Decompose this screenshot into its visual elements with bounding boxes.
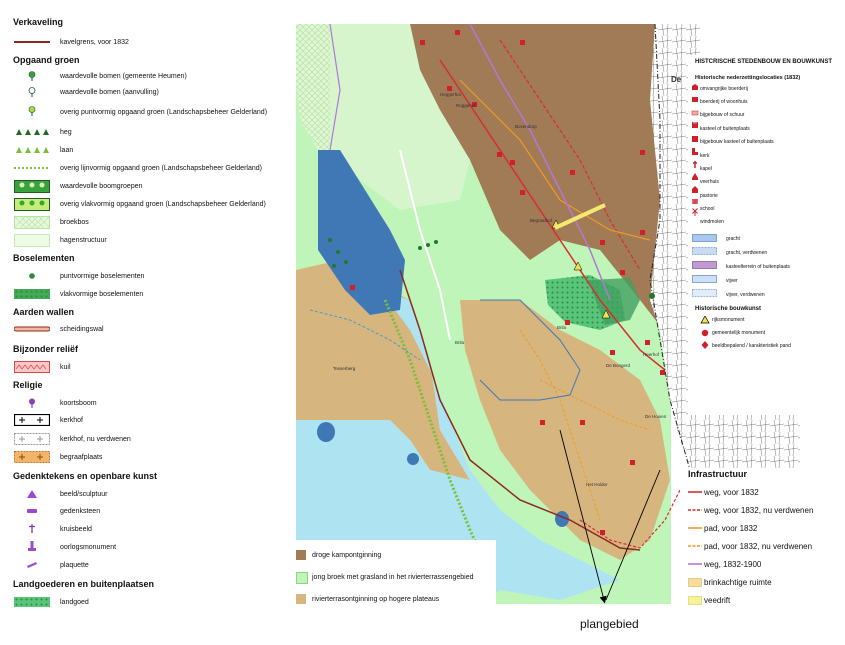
farmhouse-icon: [692, 97, 698, 102]
legend-item: weg, voor 1832: [704, 488, 759, 497]
legend-heading: Aarden wallen: [13, 307, 75, 317]
vlakvormig-groen-swatch: [14, 198, 50, 211]
plangebied-label: plangebied: [580, 617, 639, 631]
castle-annex-icon: [692, 136, 698, 142]
ferry-house-icon: [692, 173, 698, 180]
map-pond-1: [317, 422, 335, 442]
gedenksteen-icon: [14, 506, 50, 516]
legend-item: waardevolle bomen (gemeente Heumen): [60, 73, 187, 80]
tree-light-icon: [14, 106, 50, 116]
legend-item: hagenstructuur: [60, 237, 107, 244]
legend-building-title: Historische bouwkunst: [695, 306, 762, 312]
kerkhof-swatch: [14, 414, 50, 426]
legend-heading: Bijzonder reliëf: [13, 344, 79, 354]
map-street-label: Heggerhoi: [440, 92, 461, 97]
laan-swatch: [14, 145, 50, 155]
legend-item: gedenksteen: [60, 508, 101, 515]
boomgroepen-swatch: [14, 180, 50, 193]
swatch-droge-kampontginning: [296, 550, 306, 560]
legend-item: beeldbepalend / karakteristiek pand: [712, 343, 791, 349]
legend-item: rivierterrasontginning op hogere plateaus: [312, 596, 440, 603]
gemeentelijk-monument-icon: [702, 330, 708, 336]
legend-heading: Landgoederen en buitenplaatsen: [13, 579, 155, 589]
chapel-icon: [693, 161, 697, 168]
legend-item: gracht: [726, 236, 740, 242]
legend-item: bijgebouw kasteel of buitenplaats: [700, 139, 774, 145]
heg-swatch: [14, 127, 50, 137]
legend-item: weg, 1832-1900: [704, 560, 762, 569]
legend-item: weg, voor 1832, nu verdwenen: [704, 506, 814, 515]
map-street-label: Begraafhof: [530, 218, 553, 223]
brink-swatch: [689, 579, 702, 587]
map-street-label: Bovendorp: [515, 124, 537, 129]
map-street-label: De Bongerd: [606, 363, 631, 368]
legend-item: gemeentelijk monument: [712, 330, 766, 336]
bos-vlak-swatch: [14, 289, 50, 299]
legend-item: rijksmonument: [712, 317, 745, 323]
legend-item: kapel: [700, 166, 712, 172]
legend-item: laan: [60, 147, 74, 154]
legend-item: veedrift: [704, 596, 731, 605]
legend-item: gracht, verdwenen: [726, 250, 768, 256]
koortsboom-icon: [14, 398, 50, 408]
cross-icon: [14, 523, 50, 533]
legend-item: overig vlakvormig opgaand groen (Landschapsbeheer Gelderland): [60, 201, 266, 208]
legend-item: waardevolle boomgroepen: [60, 183, 143, 190]
legend-item: broekbos: [60, 219, 89, 226]
legend-item: plaquette: [60, 562, 89, 569]
begraafplaats-swatch: [14, 451, 50, 463]
legend-heading: Boselementen: [13, 253, 75, 263]
tree-outline-icon: [14, 87, 50, 97]
farm-large-icon: [692, 84, 698, 90]
kuil-swatch: [14, 361, 50, 373]
legend-heading: Verkaveling: [13, 17, 64, 27]
kerkhof-verdwenen-swatch: [14, 433, 50, 445]
building-icons: [700, 316, 710, 352]
hagenstructuur-swatch: [14, 234, 50, 247]
legend-item: bijgebouw of schuur: [700, 112, 745, 118]
map-street-label: Heerhof: [643, 352, 660, 357]
swatch-jong-broek: [296, 572, 308, 584]
legend-item: oorlogsmonument: [60, 544, 117, 551]
veedrift-swatch: [689, 597, 702, 605]
legend-item: heg: [60, 129, 72, 136]
legend-heading: Opgaand groen: [13, 55, 80, 65]
tree-icon: [14, 71, 50, 81]
legend-item: kerkhof: [60, 417, 83, 424]
legend-heading: Gedenktekens en openbare kunst: [13, 471, 158, 481]
rijksmonument-icon: [701, 316, 709, 323]
legend-item: pad, voor 1832: [704, 524, 758, 533]
legend-item: kerk: [700, 153, 710, 159]
legend-item: droge kampontginning: [312, 552, 382, 559]
legend-item: boerderij of woonhuis: [700, 99, 748, 105]
legend-item: veerhuis: [700, 179, 719, 185]
legend-item: waardevolle bomen (aanvulling): [60, 89, 159, 96]
map-pond-2: [407, 453, 419, 465]
map-corner-label: De: [671, 75, 682, 84]
legend-item: pad, voor 1832, nu verdwenen: [704, 542, 813, 551]
legend-item: kruisbeeld: [60, 526, 92, 533]
church-icon: [692, 148, 698, 155]
infrastructure-swatches: [688, 486, 702, 610]
shed-icon: [692, 111, 698, 115]
legend-item: vijver, verdwenen: [726, 292, 765, 298]
monument-icon: [14, 541, 50, 551]
map-street-label: Roggehof: [456, 103, 476, 108]
water-swatches: [692, 234, 718, 298]
karakteristiek-pand-icon: [702, 341, 709, 349]
plaquette-icon: [14, 559, 50, 569]
landgoed-swatch: [14, 597, 50, 607]
map-street-label: Brila: [557, 325, 567, 330]
infrastructure-title: Infrastructuur: [688, 469, 748, 479]
legend-right-subtitle: Historische nederzettingslocaties (1832): [695, 75, 801, 81]
bos-point-icon: [14, 271, 50, 281]
castle-icon: [692, 122, 698, 128]
kavelgrens-swatch: [14, 37, 50, 47]
school-icon: [692, 199, 698, 204]
windmill-icon: [693, 209, 698, 217]
map-street-label: Brila: [455, 340, 465, 345]
legend-item: kuil: [60, 364, 71, 371]
swatch-rivierterras: [296, 594, 306, 604]
legend-item: overig puntvormig opgaand groen (Landschapsbeheer Gelderland): [60, 109, 268, 116]
map-street-label: De Hooien: [645, 414, 667, 419]
legend-item: landgoed: [60, 599, 89, 606]
legend-item: omvangrijke boerderij: [700, 86, 748, 92]
map-street-label: Tesserberg: [333, 366, 356, 371]
legend-item: brinkachtige ruimte: [704, 578, 772, 587]
legend-item: kerkhof, nu verdwenen: [60, 436, 131, 443]
map-street-label: Het Holder: [586, 482, 608, 487]
legend-right-title: HISTCRISCHE STEDENBOUW EN BOUWKUNST: [695, 59, 833, 65]
lijnvormig-swatch: [14, 163, 50, 173]
legend-item: overig lijnvormig opgaand groen (Landschapsbeheer Gelderland): [60, 165, 262, 172]
scheidingswal-swatch: [14, 324, 50, 334]
legend-item: beeld/sculptuur: [60, 491, 108, 498]
legend-item: kasteelterrein of buitenplaats: [726, 264, 790, 270]
legend-item: scheidingswal: [60, 326, 104, 333]
legend-item: vijver: [726, 278, 738, 284]
legend-item: vlakvormige boselementen: [60, 291, 144, 298]
legend-item: pastorie: [700, 193, 718, 199]
legend-item: jong broek met grasland in het rivierterrassengebied: [312, 574, 474, 581]
legend-item: windmolen: [700, 219, 724, 225]
legend-heading: Religie: [13, 380, 43, 390]
legend-item: koortsboom: [60, 400, 97, 407]
broekbos-swatch: [14, 216, 50, 229]
legend-item: school: [700, 206, 715, 212]
legend-item: kasteel of buitenplaats: [700, 126, 750, 132]
legend-item: kavelgrens, voor 1832: [60, 39, 129, 46]
sculpture-icon: [14, 489, 50, 499]
legend-item: puntvormige boselementen: [60, 273, 145, 280]
parsonage-icon: [692, 186, 698, 193]
legend-item: begraafplaats: [60, 454, 103, 461]
